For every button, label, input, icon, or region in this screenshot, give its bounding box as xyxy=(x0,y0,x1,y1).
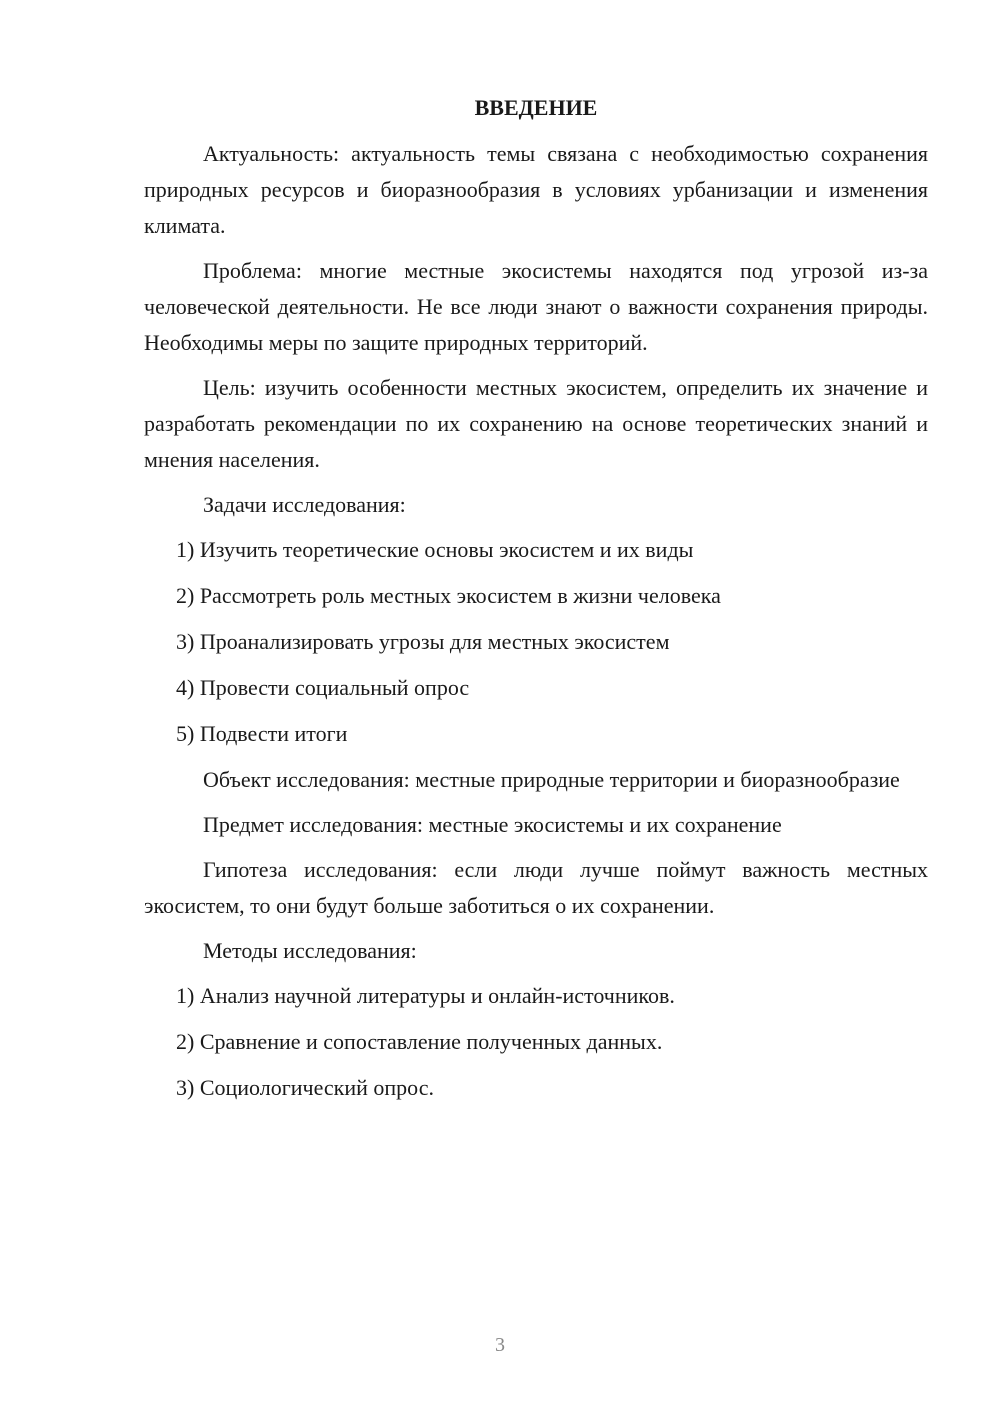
hypothesis-paragraph: Гипотеза исследования: если люди лучше поймут важность местных экосистем, то они будут больше заботиться о их сохранении. xyxy=(144,857,928,918)
object-paragraph: Объект исследования: местные природные территории и биоразнообразие xyxy=(203,767,900,792)
task-item: 3) Проанализировать угрозы для местных экосистем xyxy=(176,629,670,654)
page-number: 3 xyxy=(495,1334,505,1356)
task-item: 1) Изучить теоретические основы экосистем и их виды xyxy=(176,537,694,562)
task-item: 5) Подвести итоги xyxy=(176,721,348,746)
subject-paragraph: Предмет исследования: местные экосистемы и их сохранение xyxy=(203,812,782,837)
method-item: 1) Анализ научной литературы и онлайн-источников. xyxy=(176,983,675,1008)
tasks-heading: Задачи исследования: xyxy=(203,492,406,517)
document-page xyxy=(144,90,928,1116)
relevance-paragraph: Актуальность: актуальность темы связана с необходимостью сохранения природных ресурсов и биоразнообразия в условиях урбанизации и изменения климата. xyxy=(144,141,928,238)
task-item: 4) Провести социальный опрос xyxy=(176,675,470,700)
task-item: 2) Рассмотреть роль местных экосистем в жизни человека xyxy=(176,583,721,608)
goal-paragraph: Цель: изучить особенности местных экосистем, определить их значение и разработать рекомендации по их сохранению на основе теоретических знаний и мнения населения. xyxy=(144,375,928,472)
problem-paragraph: Проблема: многие местные экосистемы находятся под угрозой из-за человеческой деятельности. Не все люди знают о важности сохранения природы. Необходимы меры по защите природных территорий. xyxy=(144,258,928,355)
method-item: 3) Социологический опрос. xyxy=(176,1075,434,1100)
methods-heading: Методы исследования: xyxy=(203,938,417,963)
method-item: 2) Сравнение и сопоставление полученных данных. xyxy=(176,1029,663,1054)
section-title: ВВЕДЕНИЕ xyxy=(474,95,598,120)
